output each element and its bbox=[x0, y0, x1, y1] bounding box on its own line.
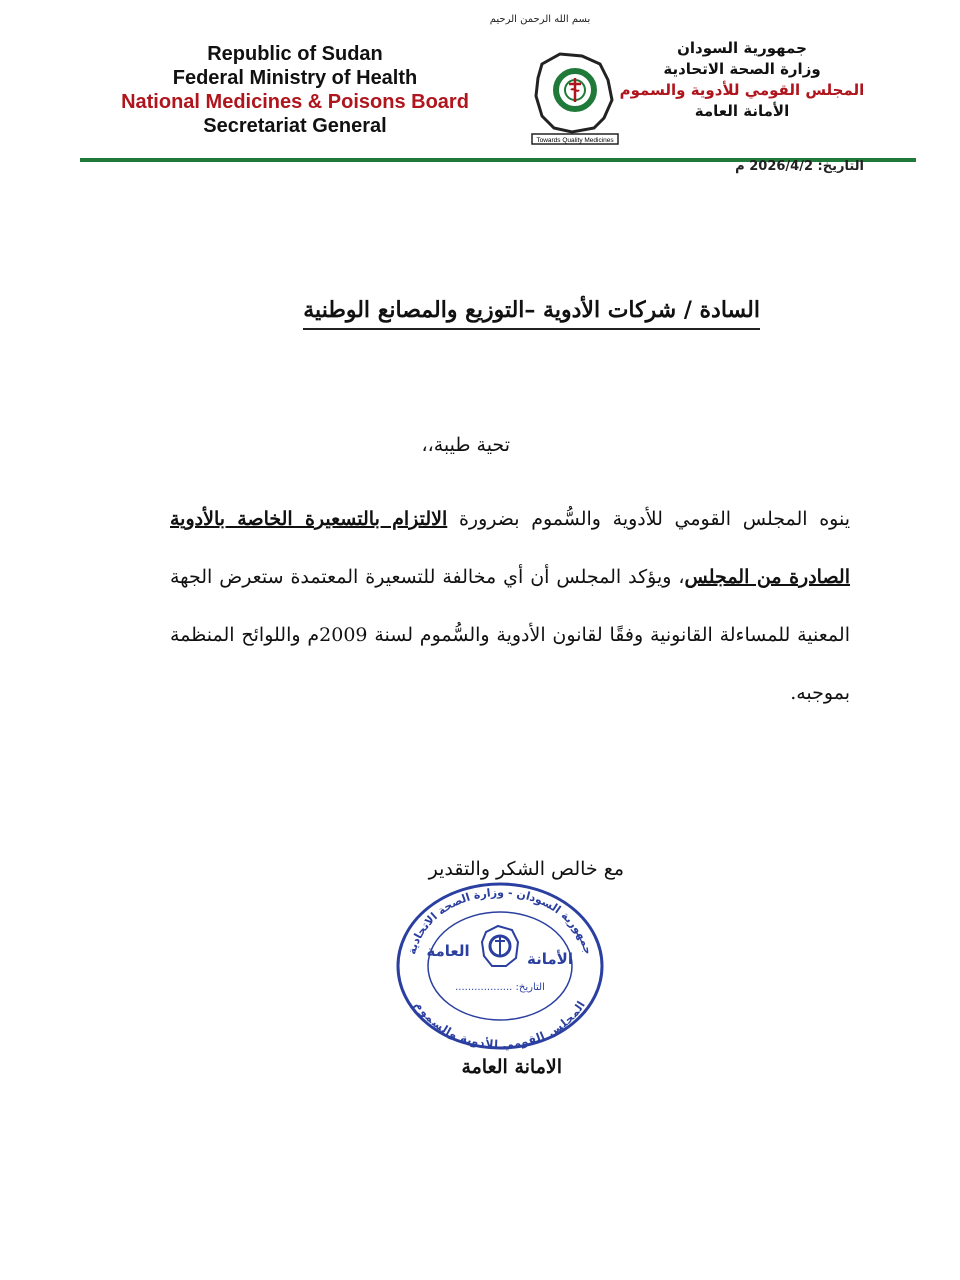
english-letterhead bbox=[100, 42, 490, 138]
english-secretariat: Secretariat General bbox=[203, 115, 387, 137]
arabic-secretariat: الأمانة العامة bbox=[694, 102, 790, 120]
closing-line: مع خالص الشكر والتقدير bbox=[428, 858, 624, 880]
english-country: Republic of Sudan bbox=[207, 43, 383, 65]
greeting: تحية طيبة،، bbox=[421, 434, 510, 456]
stamp-date-line: التاريخ: .................. bbox=[455, 982, 545, 993]
english-ministry: Federal Ministry of Health bbox=[172, 67, 418, 89]
arabic-ministry: وزارة الصحة الاتحادية bbox=[663, 60, 821, 78]
basmala: بسم الله الرحمن الرحيم bbox=[489, 14, 591, 25]
body-text-emphasis: الالتزام بالتسعيرة الخاصة بالأدوية الصادرة من المجلس bbox=[170, 508, 850, 588]
stamp-center-left: العامة bbox=[426, 942, 470, 960]
official-stamp bbox=[394, 880, 606, 1052]
svg-text:المجلس القومي للأدوية والسموم bbox=[412, 999, 588, 1051]
signature-title: الامانة العامة bbox=[461, 1056, 562, 1078]
recipient-line: السادة / شركات الأدوية –التوزيع والمصانع الوطنية bbox=[303, 297, 760, 330]
arabic-country: جمهورية السودان bbox=[677, 39, 807, 57]
arabic-board: المجلس القومي للأدوية والسموم bbox=[619, 81, 865, 99]
stamp-bottom-text: المجلس القومي للأدوية والسموم bbox=[412, 998, 588, 1052]
logo-caption: Towards Quality Medicines bbox=[536, 137, 614, 144]
body-text-intro: ينوه المجلس القومي للأدوية والسُّموم بضرورة bbox=[458, 508, 851, 530]
letter-body bbox=[170, 490, 850, 722]
english-board: National Medicines & Poisons Board bbox=[121, 91, 469, 113]
arabic-letterhead bbox=[612, 38, 872, 122]
body-text-rest: ، ويؤكد المجلس أن أي مخالفة للتسعيرة المعتمدة ستعرض الجهة المعنية للمساءلة القانونية وفقًا لقانون الأدوية والسُّموم لسنة 2009م واللوائح المنظمة بموجبه. bbox=[170, 566, 850, 704]
letter-date: التاريخ: 2026/4/2 م bbox=[735, 159, 864, 174]
stamp-center-right: الأمانة bbox=[527, 950, 573, 968]
stamp-top-text: جمهورية السودان - وزارة الصحة الاتحادية bbox=[405, 885, 595, 956]
stamp-emblem-icon bbox=[482, 926, 518, 966]
